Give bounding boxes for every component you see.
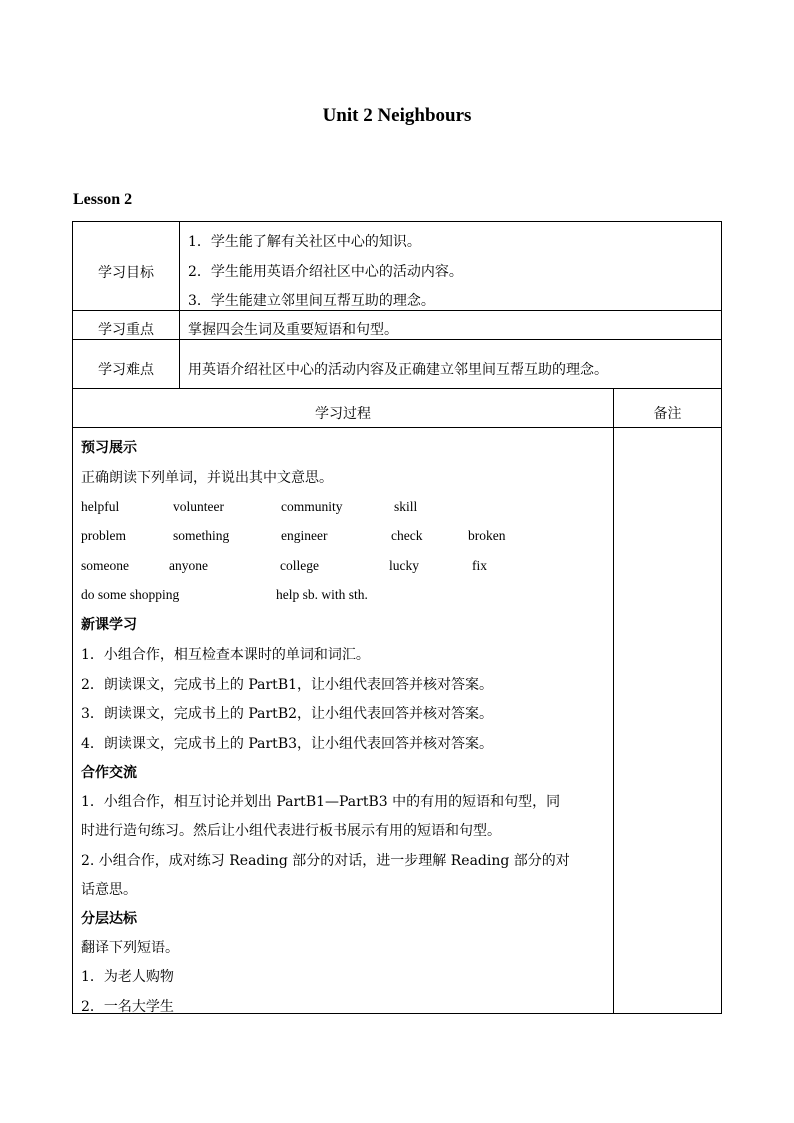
row-divider bbox=[73, 310, 721, 311]
cooperation-item-line: 2. 小组合作，成对练习 Reading 部分的对话，进一步理解 Reading 部分的对 bbox=[81, 853, 570, 869]
goal-item: 2．学生能用英语介绍社区中心的活动内容。 bbox=[188, 264, 463, 280]
cooperation-item-line: 1．小组合作，相互讨论并划出 PartB1—PartB3 中的有用的短语和句型，同 bbox=[81, 794, 561, 810]
vocab-word: problem bbox=[81, 528, 126, 543]
column-divider bbox=[613, 388, 614, 1014]
vocab-word: check bbox=[391, 528, 423, 543]
preview-heading: 预习展示 bbox=[81, 440, 137, 456]
difficulty-label: 学习难点 bbox=[98, 362, 154, 378]
tiered-item: 2．一名大学生 bbox=[81, 999, 174, 1015]
row-divider bbox=[73, 388, 721, 389]
process-header: 学习过程 bbox=[315, 406, 371, 422]
key-points-text: 掌握四会生词及重要短语和句型。 bbox=[188, 322, 398, 338]
notes-header: 备注 bbox=[653, 406, 682, 422]
vocab-word: someone bbox=[81, 558, 129, 573]
new-lesson-item: 4．朗读课文，完成书上的 PartB3，让小组代表回答并核对答案。 bbox=[81, 736, 494, 752]
vocab-word: lucky bbox=[389, 558, 419, 573]
key-points-label: 学习重点 bbox=[98, 322, 154, 338]
vocab-word: anyone bbox=[169, 558, 208, 573]
vocab-word: community bbox=[281, 499, 343, 514]
new-lesson-item: 2．朗读课文，完成书上的 PartB1，让小组代表回答并核对答案。 bbox=[81, 677, 494, 693]
lesson-heading: Lesson 2 bbox=[73, 191, 133, 208]
row-divider bbox=[73, 427, 721, 428]
vocab-phrase: do some shopping bbox=[81, 587, 180, 602]
lesson-plan-table bbox=[72, 221, 722, 1014]
cooperation-item-line: 话意思。 bbox=[81, 882, 137, 898]
goals-label: 学习目标 bbox=[98, 265, 154, 281]
tiered-heading: 分层达标 bbox=[81, 911, 137, 927]
vocab-word: volunteer bbox=[173, 499, 224, 514]
goal-item: 3．学生能建立邻里间互帮互助的理念。 bbox=[188, 293, 435, 309]
preview-instruction: 正确朗读下列单词，并说出其中文意思。 bbox=[81, 470, 333, 486]
new-lesson-heading: 新课学习 bbox=[81, 617, 137, 633]
goal-item: 1．学生能了解有关社区中心的知识。 bbox=[188, 234, 421, 250]
vocab-word: broken bbox=[468, 528, 506, 543]
tiered-instruction: 翻译下列短语。 bbox=[81, 940, 179, 956]
vocab-word: something bbox=[173, 528, 230, 543]
new-lesson-item: 3．朗读课文，完成书上的 PartB2，让小组代表回答并核对答案。 bbox=[81, 706, 494, 722]
tiered-item: 1．为老人购物 bbox=[81, 969, 174, 985]
vocab-word: fix bbox=[472, 558, 487, 573]
page-title: Unit 2 Neighbours bbox=[322, 105, 472, 126]
column-divider bbox=[179, 222, 180, 388]
cooperation-heading: 合作交流 bbox=[81, 765, 137, 781]
vocab-word: engineer bbox=[281, 528, 328, 543]
vocab-word: helpful bbox=[81, 499, 120, 514]
vocab-phrase: help sb. with sth. bbox=[276, 587, 368, 602]
row-divider bbox=[73, 339, 721, 340]
difficulty-text: 用英语介绍社区中心的活动内容及正确建立邻里间互帮互助的理念。 bbox=[188, 362, 608, 378]
cooperation-item-line: 时进行造句练习。然后让小组代表进行板书展示有用的短语和句型。 bbox=[81, 823, 501, 839]
new-lesson-item: 1．小组合作，相互检查本课时的单词和词汇。 bbox=[81, 647, 370, 663]
vocab-word: skill bbox=[394, 499, 418, 514]
vocab-word: college bbox=[280, 558, 319, 573]
